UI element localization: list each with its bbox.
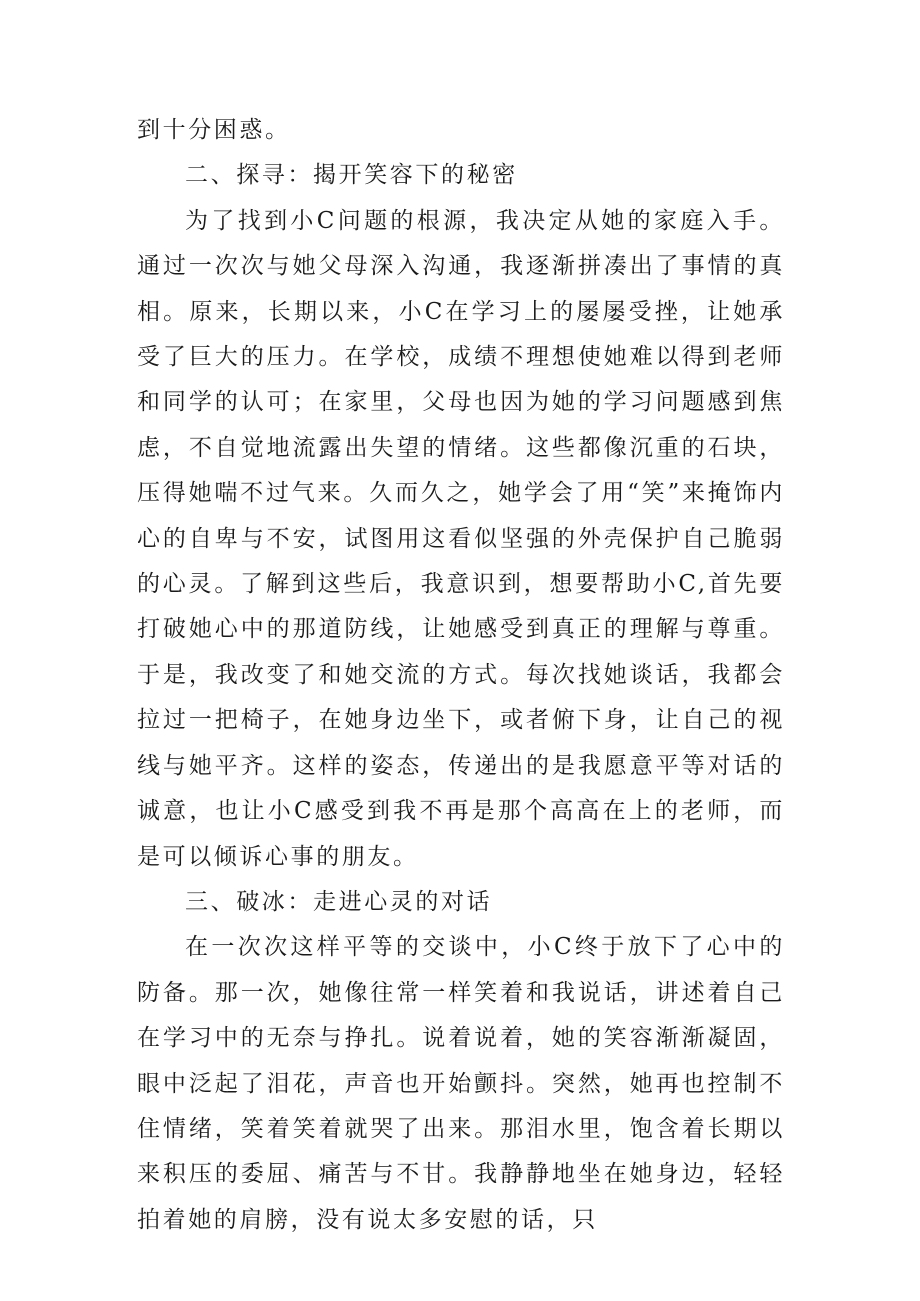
paragraph-icebreak-body: 在一次次这样平等的交谈中，小C终于放下了心中的防备。那一次，她像往常一样笑着和我说话，讲述着自己在学习中的无奈与挣扎。说着说着，她的笑容渐渐凝固，眼中泛起了泪花，声音也开始颤抖。突然，她再也控制不住情绪，笑着笑着就哭了出来。那泪水里，饱含着长期以来积压的委屈、痛苦与不甘。我静静地坐在她身边，轻轻拍着她的肩膀，没有说太多安慰的话，只 — [137, 934, 785, 1233]
paragraph-continuation: 到十分困惑。 — [137, 117, 291, 143]
paragraph-explore-body: 为了找到小C问题的根源，我决定从她的家庭入手。通过一次次与她父母深入沟通，我逐渐拼凑出了事情的真相。原来，长期以来，小C在学习上的屡屡受挫，让她承受了巨大的压力。在学校，成绩不理想使她难以得到老师和同学的认可；在家里，父母也因为她的学习问题感到焦虑，不自觉地流露出失望的情绪。这些都像沉重的石块，压得她喘不过气来。久而久之，她学会了用“笑”来掩饰内心的自卑与不安，试图用这看似坚强的外壳保护自己脆弱的心灵。了解到这些后，我意识到，想要帮助小C,首先要打破她心中的那道防线，让她感受到真正的理解与尊重。于是，我改变了和她交流的方式。每次找她谈话，我都会拉过一把椅子，在她身边坐下，或者俯下身，让自己的视线与她平齐。这样的姿态，传递出的是我愿意平等对话的诚意，也让小C感受到我不再是那个高高在上的老师，而是可以倾诉心事的朋友。 — [137, 207, 785, 870]
section-heading-icebreak: 三、破冰：走进心灵的对话 — [185, 888, 493, 915]
document-body — [137, 108, 785, 1243]
section-heading-explore: 二、探寻：揭开笑容下的秘密 — [185, 162, 518, 189]
